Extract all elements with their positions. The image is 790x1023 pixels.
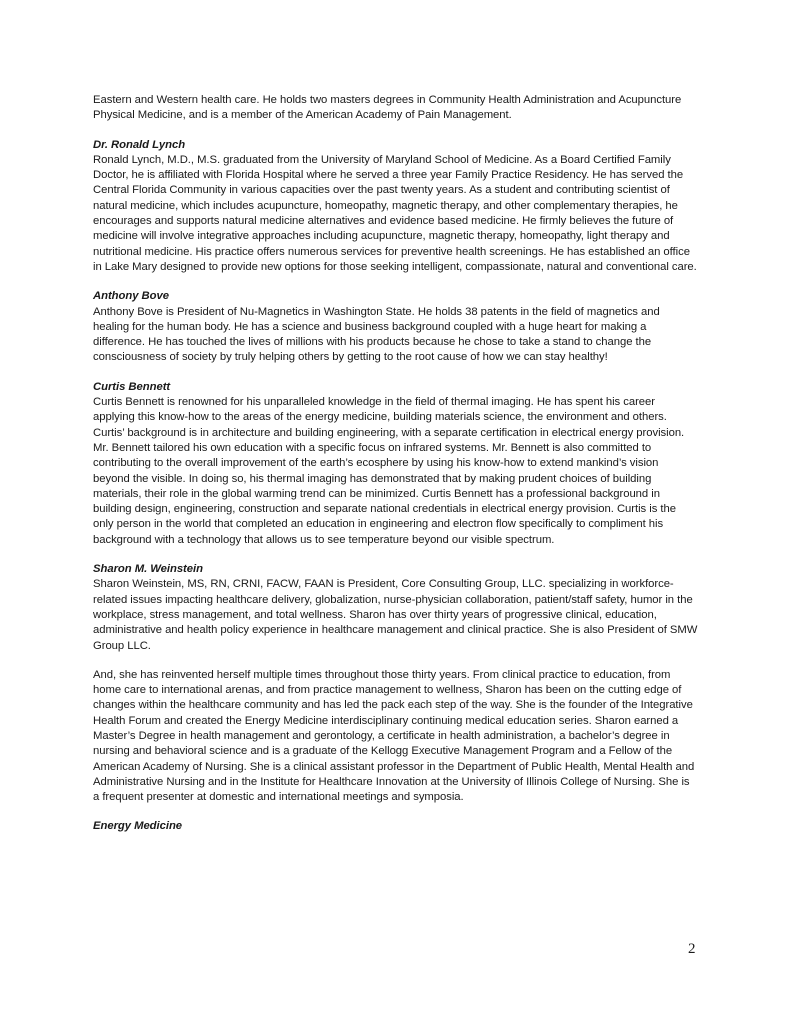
section-paragraph: Sharon Weinstein, MS, RN, CRNI, FACW, FAAN is President, Core Consulting Group, LLC. specializing in workforce-related issues impacting healthcare delivery, globalization, nurse-physician collaboration, patient/staff safety, humor in the workplace, stress management, and total wellness. Sharon has over thirty years of progressive clinical, education, administrative and health policy experience in healthcare management and clinical practice. She is also President of SMW Group LLC. [93, 578, 698, 652]
bio-section-ronald-lynch [93, 138, 698, 276]
section-heading: Dr. Ronald Lynch [93, 138, 186, 151]
section-paragraph: Ronald Lynch, M.D., M.S. graduated from the University of Maryland School of Medicine. As a Board Certified Family Doctor, he is affiliated with Florida Hospital where he served a three year Family Practice Residency. He has served the Central Florida Community in various capacities over the past twenty years. As a student and contributing scientist of natural medicine, which includes acupuncture, homeopathy, magnetic therapy, and other complementary therapies, he encourages and supports natural medicine alternatives and evidence based medicine. He firmly believes the future of medicine will involve integrative approaches including acupuncture, magnetic therapy, homeopathy, light therapy and nutritional medicine. His practice offers numerous services for preventive health screenings. He has established an office in Lake Mary designed to provide new options for those seeking intelligent, compassionate, natural and conventional care. [93, 153, 697, 273]
section-heading: Curtis Bennett [93, 380, 171, 393]
bio-section-curtis-bennett [93, 380, 698, 548]
document-body [93, 93, 698, 835]
section-paragraph: Anthony Bove is President of Nu-Magnetics in Washington State. He holds 38 patents in the field of magnetics and healing for the human body. He has a science and business background coupled with a huge heart for making a difference. He has touched the lives of millions with his products because he chose to take a stand to change the consciousness of society by truly helping others by getting to the root cause of how we can stay healthy! [93, 305, 660, 364]
intro-paragraph: Eastern and Western health care. He holds two masters degrees in Community Health Administration and Acupuncture Physical Medicine, and is a member of the American Academy of Pain Management. [93, 94, 682, 122]
section-heading: Energy Medicine [93, 820, 183, 833]
section-heading: Anthony Bove [93, 290, 169, 303]
page-number: 2 [688, 941, 696, 957]
section-paragraph: And, she has reinvented herself multiple times throughout those thirty years. From clinical practice to education, from home care to international arenas, and from practice management to wellness, Sharon has been on the cutting edge of changes within the healthcare community and has led the pack each step of the way. She is the founder of the Integrative Health Forum and created the Energy Medicine interdisciplinary continuing medical education series. Sharon earned a Master’s Degree in health management and gerontology, a certificate in health administration, a bachelor’s degree in nursing and behavioral science and is a graduate of the Kellogg Executive Management Program and a Fellow of the American Academy of Nursing. She is a clinical assistant professor in the Department of Public Health, Mental Health and Administrative Nursing and in the Institute for Healthcare Innovation at the University of Illinois College of Nursing. She is a frequent presenter at domestic and international meetings and symposia. [93, 668, 695, 804]
section-paragraph: Curtis Bennett is renowned for his unparalleled knowledge in the field of thermal imaging. He has spent his career applying this know-how to the areas of the energy medicine, building materials science, the environment and others. Curtis’ background is in architecture and building engineering, with a separate certification in electrical energy provision. Mr. Bennett tailored his own education with a specific focus on infrared systems. Mr. Bennett is also committed to contributing to the overall improvement of the earth’s ecosphere by using his know-how to extend mankind’s vision beyond the visible. In doing so, his thermal imaging has demonstrated that by making prudent choices of building materials, their role in the global warming trend can be minimized. Curtis Bennett has a professional background in building design, engineering, construction and separate national credentials in electrical energy provision. Curtis is the only person in the world that completed an education in engineering and electron flow specifically to compliment his background with a technology that allows us to see temperature beyond our visible spectrum. [93, 396, 685, 546]
bio-section-anthony-bove [93, 289, 698, 365]
bio-section-sharon-weinstein [93, 562, 698, 805]
section-energy-medicine [93, 819, 698, 834]
section-heading: Sharon M. Weinstein [93, 563, 203, 576]
